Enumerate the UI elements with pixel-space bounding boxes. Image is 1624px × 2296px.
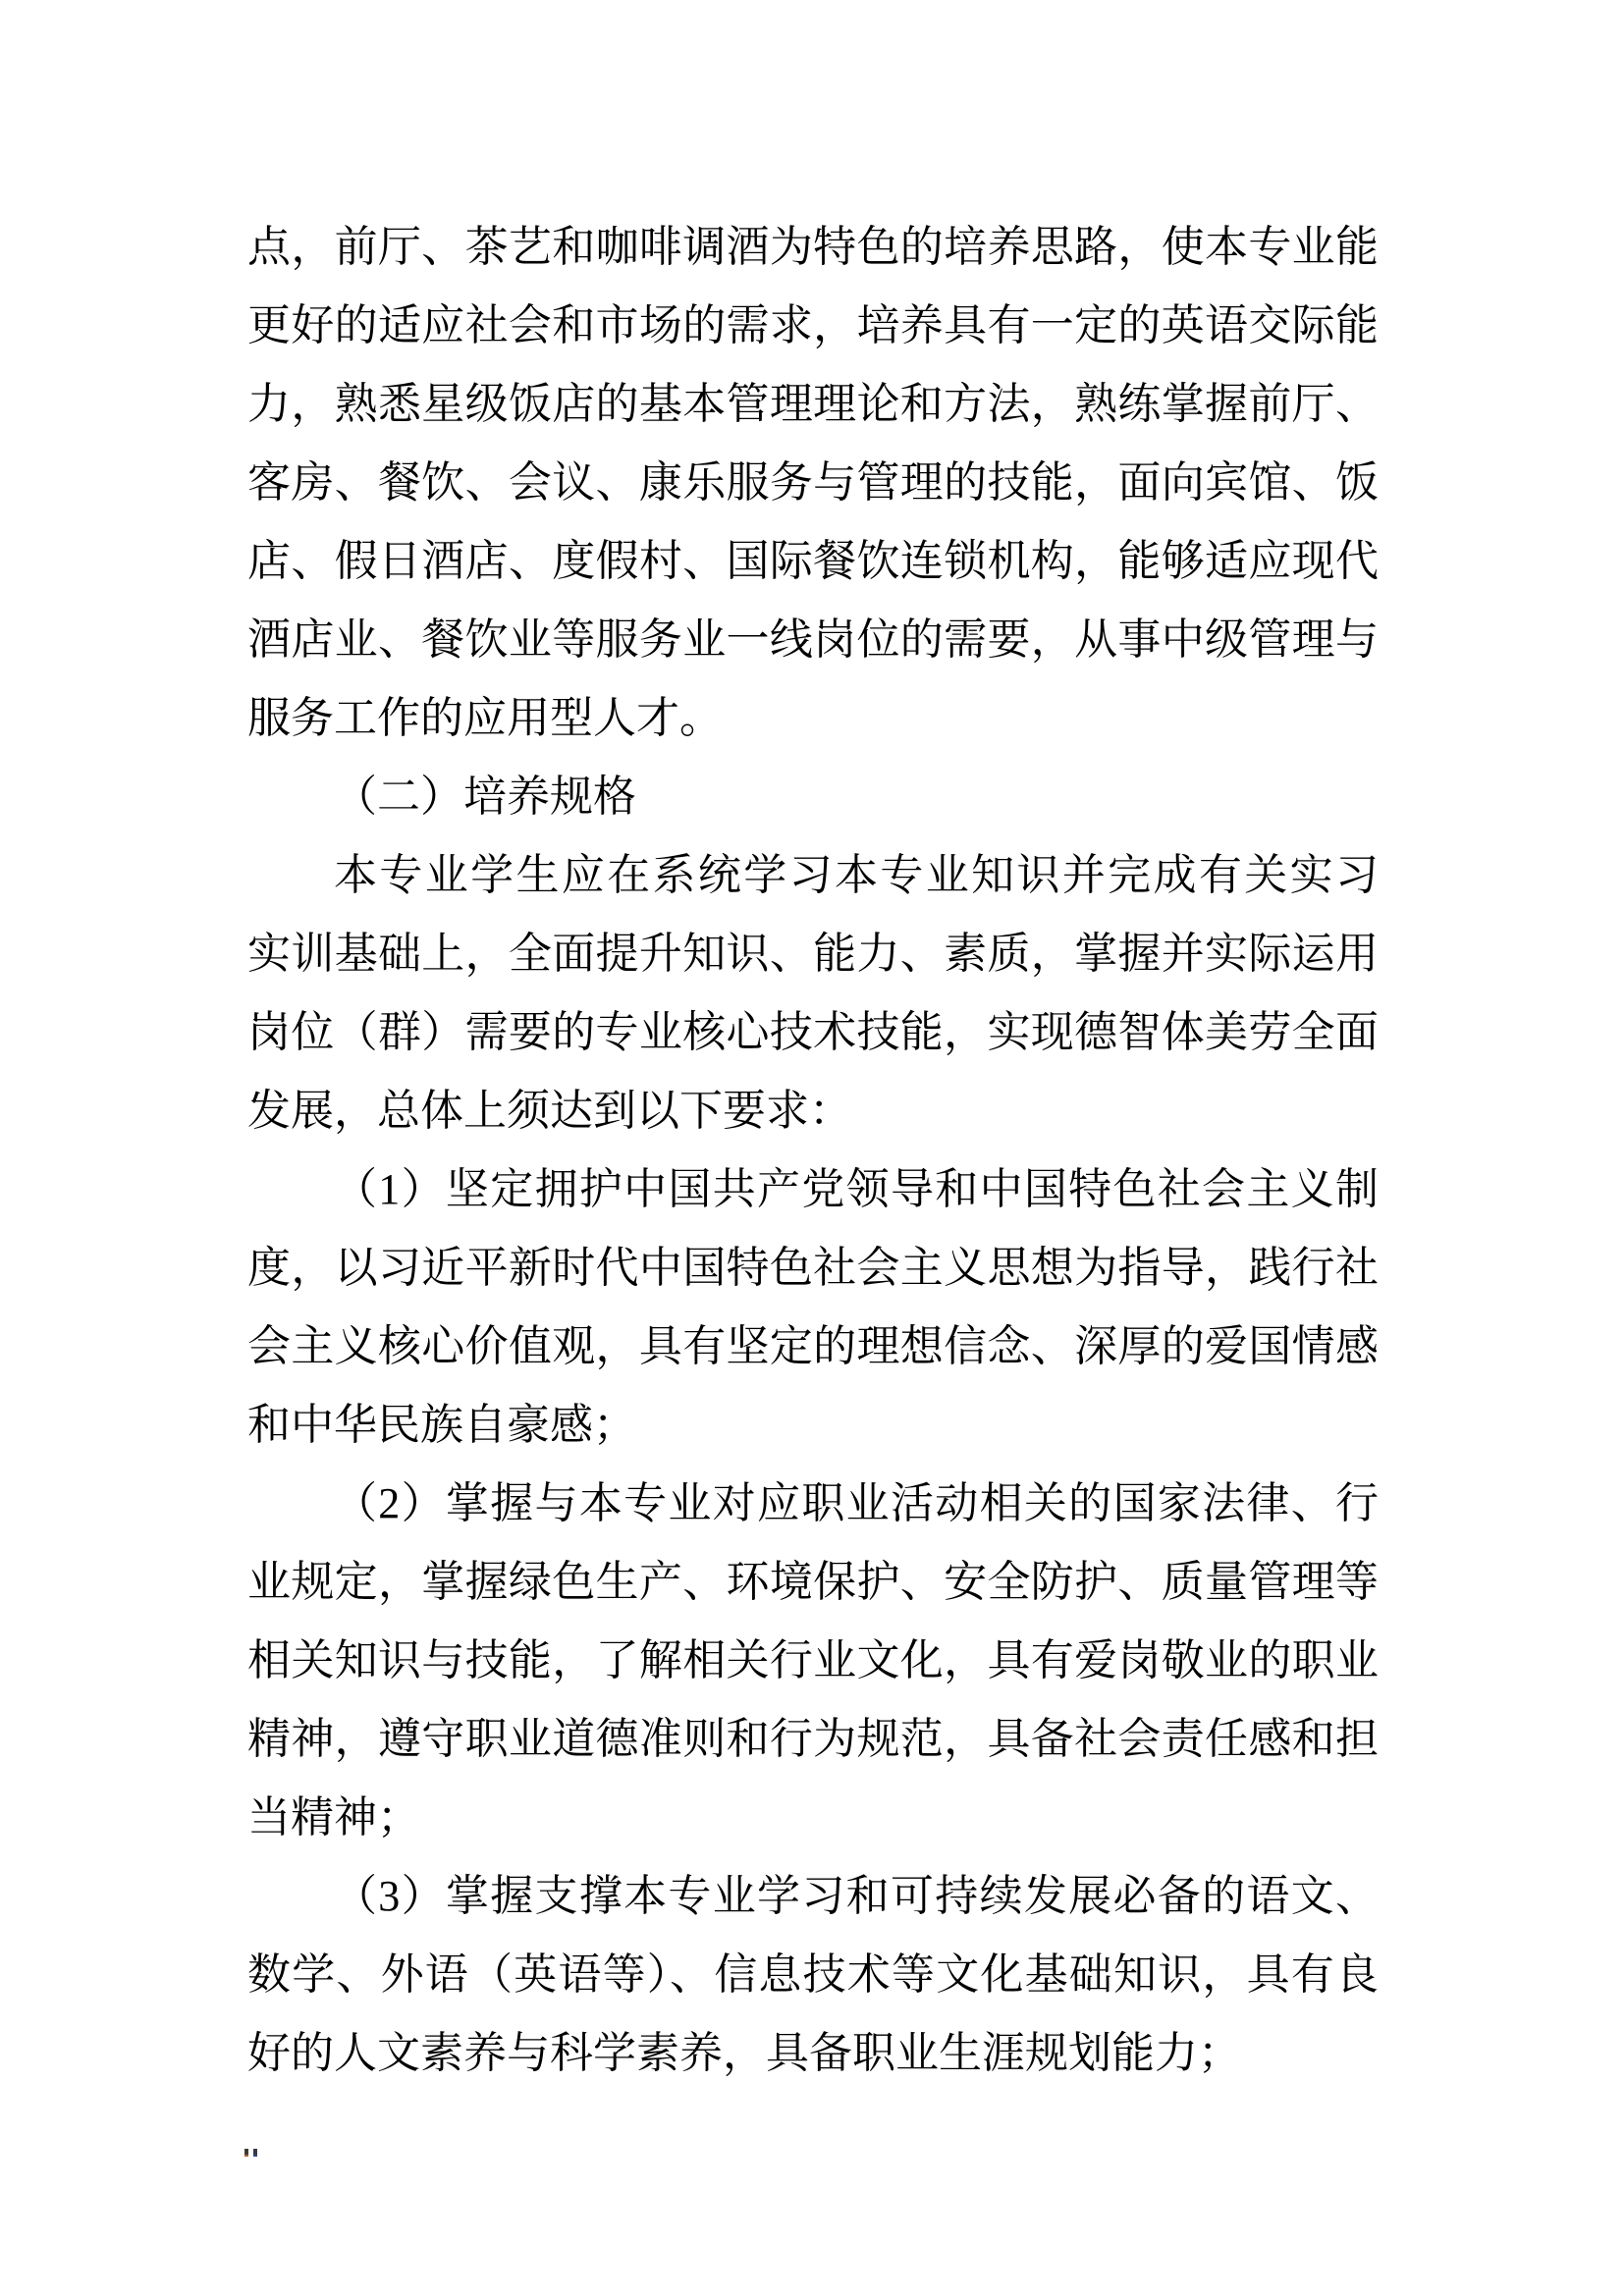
text-line: 精神，遵守职业道德准则和行为规范，具备社会责任感和担 [247,1715,1379,1763]
paragraph-requirement-3 [247,1857,1379,2093]
text-line: （二）培养规格 [334,773,636,821]
text-line: （1）坚定拥护中国共产党领导和中国特色社会主义制 [334,1165,1379,1213]
footer-artifact-marks [244,2149,257,2157]
paragraph-training-objective-continuation [247,208,1379,758]
text-line: 和中华民族自豪感； [247,1401,636,1449]
text-line: 点，前厅、茶艺和咖啡调酒为特色的培养思路，使本专业能 [247,223,1379,271]
text-line: 度，以习近平新时代中国特色社会主义思想为指导，践行社 [247,1244,1379,1292]
paragraph-training-specs-intro [247,836,1379,1150]
text-line: 好的人文素养与科学素养，具备职业生涯规划能力； [247,2029,1241,2077]
text-line: 服务工作的应用型人才。 [247,694,723,742]
text-line: 店、假日酒店、度假村、国际餐饮连锁机构，能够适应现代 [247,537,1379,585]
paragraph-requirement-1 [247,1150,1379,1465]
text-line: 实训基础上，全面提升知识、能力、素质，掌握并实际运用 [247,930,1379,978]
text-line: 相关知识与技能，了解相关行业文化，具有爱岗敬业的职业 [247,1636,1379,1684]
text-line: 当精神； [247,1793,420,1842]
footer-artifact-dot [244,2149,248,2157]
text-line: 业规定，掌握绿色生产、环境保护、安全防护、质量管理等 [247,1558,1379,1606]
text-line: 岗位（群）需要的专业核心技术技能，实现德智体美劳全面 [247,1008,1379,1056]
text-line: 数学、外语（英语等）、信息技术等文化基础知识，具有良 [247,1950,1379,1999]
text-line: 会主义核心价值观，具有坚定的理想信念、深厚的爱国情感 [247,1322,1379,1370]
text-line: 客房、餐饮、会议、康乐服务与管理的技能，面向宾馆、饭 [247,458,1379,507]
paragraph-requirement-2 [247,1465,1379,1857]
text-line: 发展，总体上须达到以下要求： [247,1087,852,1135]
text-line: 酒店业、餐饮业等服务业一线岗位的需要，从事中级管理与 [247,615,1379,664]
text-line: 更好的适应社会和市场的需求，培养具有一定的英语交际能 [247,301,1379,349]
text-line: （2）掌握与本专业对应职业活动相关的国家法律、行 [334,1479,1379,1527]
text-line: （3）掌握支撑本专业学习和可持续发展必备的语文、 [334,1872,1379,1920]
text-line: 力，熟悉星级饭店的基本管理理论和方法，熟练掌握前厅、 [247,380,1379,428]
text-line: 本专业学生应在系统学习本专业知识并完成有关实习 [334,851,1379,899]
footer-artifact-dot [253,2149,257,2157]
document-body [247,208,1379,2093]
heading-training-specifications [247,758,1379,836]
